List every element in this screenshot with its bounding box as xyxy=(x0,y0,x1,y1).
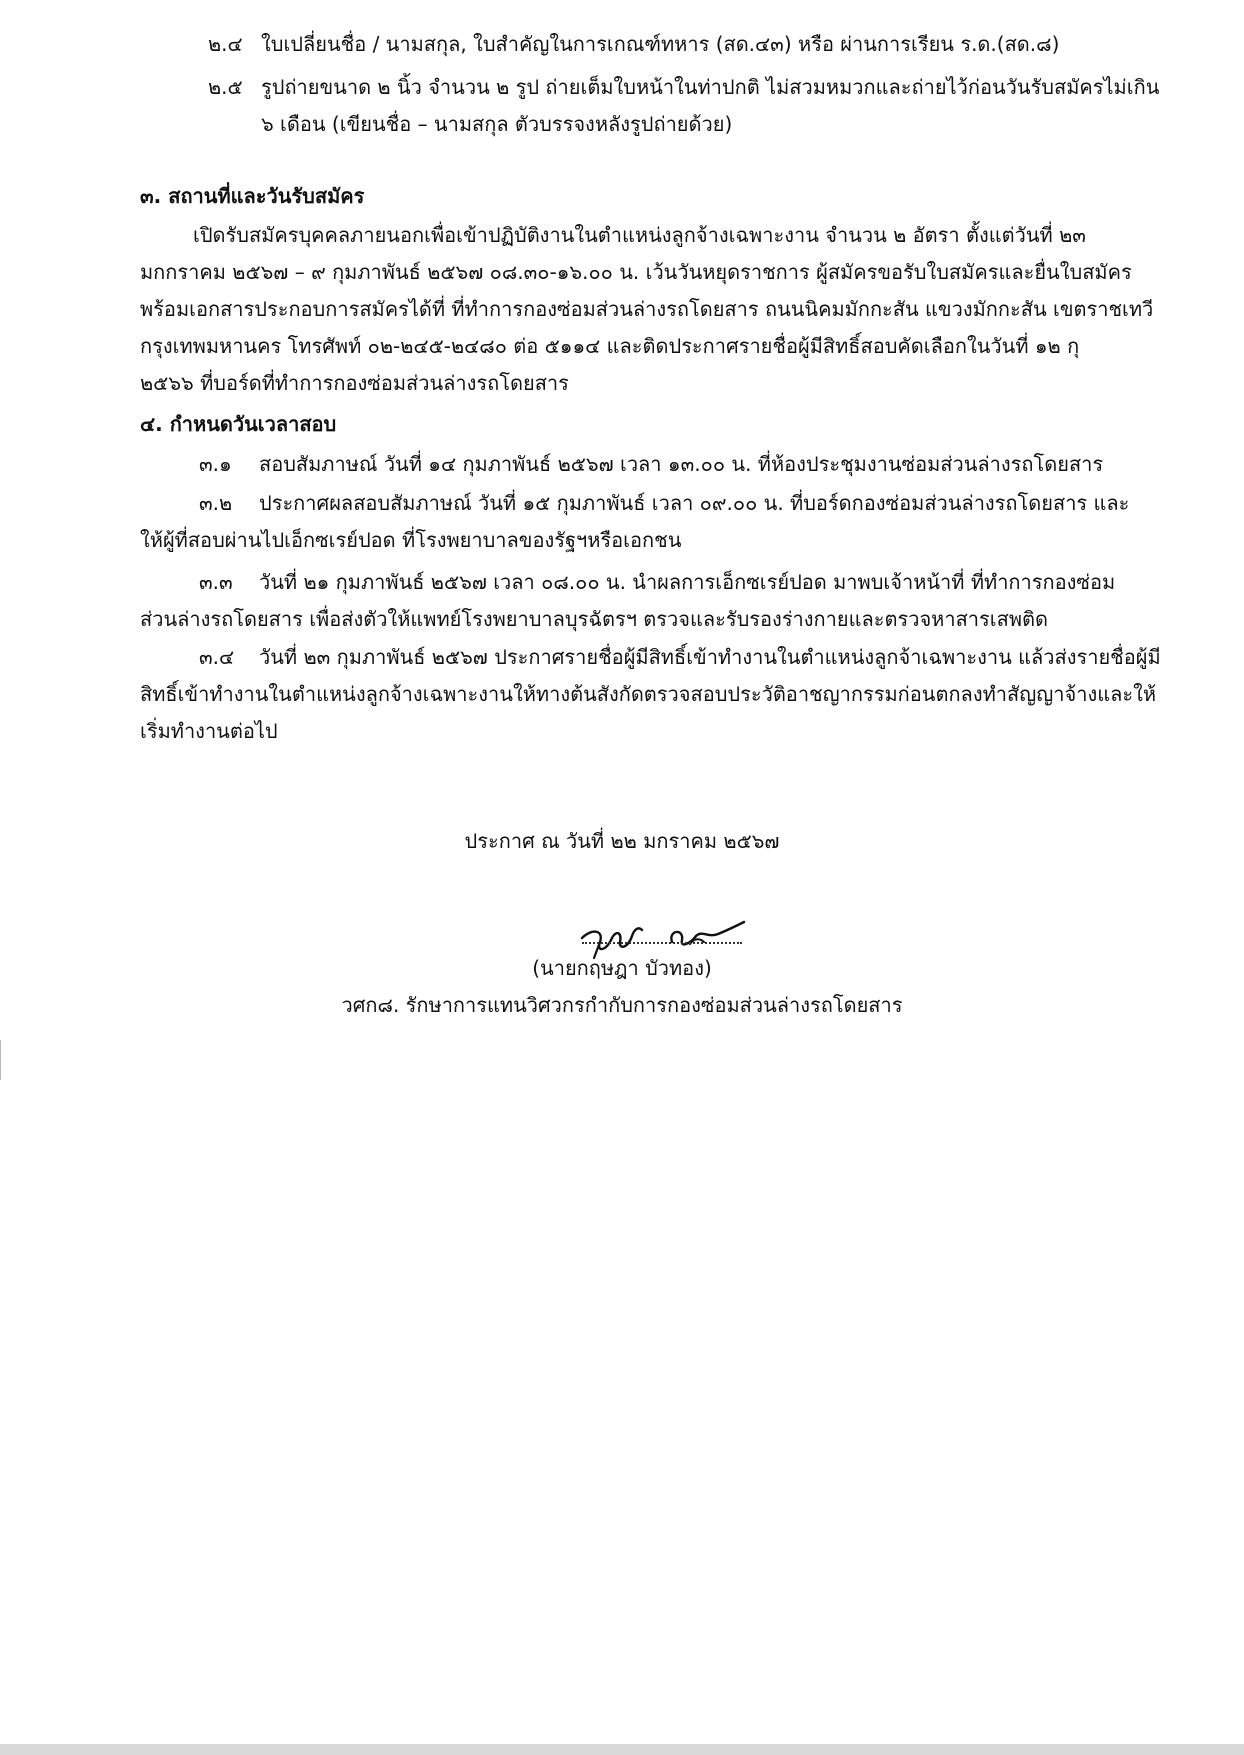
item-number: ๓.๔ xyxy=(199,645,235,669)
item-3-2-line-1 xyxy=(199,487,1129,519)
item-text: ใบเปลี่ยนชื่อ / นามสกุล, ใบสำคัญในการเกณฑ์ทหาร (สด.๔๓) หรือ ผ่านการเรียน ร.ด.(สด.๘) xyxy=(261,32,1060,56)
item-number: ๒.๔ xyxy=(208,32,243,56)
item-3-4-line-1 xyxy=(199,641,1161,673)
item-3-4-line-3: เริ่มทำงานต่อไป xyxy=(140,719,278,743)
item-2-4 xyxy=(208,28,1059,60)
signature-line xyxy=(582,942,742,944)
paragraph-line: ๒๕๖๖ ที่บอร์ดที่ทำการกองซ่อมส่วนล่างรถโดยสาร xyxy=(140,371,569,395)
paragraph-line: เปิดรับสมัครบุคคลภายนอกเพื่อเข้าปฏิบัติงานในตำแหน่งลูกจ้างเฉพาะงาน จำนวน ๒ อัตรา ตั้งแต่วันที่ ๒๓ xyxy=(193,223,1086,247)
signer-title: วศก๘. รักษาการแทนวิศวกรกำกับการกองซ่อมส่วนล่างรถโดยสาร xyxy=(341,993,903,1017)
item-3-3-line-1 xyxy=(199,566,1115,598)
item-text: สอบสัมภาษณ์ วันที่ ๑๔ กุมภาพันธ์ ๒๕๖๗ เวลา ๑๓.๐๐ น. ที่ห้องประชุมงานซ่อมส่วนล่างรถโดยสาร xyxy=(259,452,1104,476)
item-number: ๓.๒ xyxy=(199,491,233,515)
scan-edge-mark xyxy=(0,1040,1,1080)
item-3-1 xyxy=(199,448,1103,480)
item-number: ๒.๕ xyxy=(208,75,243,99)
item-3-3-line-2: ส่วนล่างรถโดยสาร เพื่อส่งตัวให้แพทย์โรงพยาบาลบุรฉัตรฯ ตรวจและรับรองร่างกายและตรวจหาสารเสพติด xyxy=(140,607,1048,631)
section-4-heading: ๔. กำหนดวันเวลาสอบ xyxy=(140,412,337,436)
paragraph-line: พร้อมเอกสารประกอบการสมัครได้ที่ ที่ทำการกองซ่อมส่วนล่างรถโดยสาร ถนนนิคมมักกะสัน แขวงมักกะสัน เขตราชเทวี xyxy=(140,297,1154,321)
item-number: ๓.๓ xyxy=(199,570,233,594)
item-3-4-line-2: สิทธิ์เข้าทำงานในตำแหน่งลูกจ้างเฉพาะงานให้ทางต้นสังกัดตรวจสอบประวัติอาชญากรรมก่อนตกลงทำสัญญาจ้างและให้ xyxy=(140,682,1157,706)
paragraph-line: กรุงเทพมหานคร โทรศัพท์ ๐๒-๒๔๕-๒๔๘๐ ต่อ ๕๑๑๔ และติดประกาศรายชื่อผู้มีสิทธิ์สอบคัดเลือกในวันที่ ๑๒ กุ xyxy=(140,334,1080,358)
scan-bottom-edge xyxy=(0,1744,1244,1755)
item-text: วันที่ ๒๓ กุมภาพันธ์ ๒๕๖๗ ประกาศรายชื่อผู้มีสิทธิ์เข้าทำงานในตำแหน่งลูกจ้าเฉพาะงาน แล้วส่งรายชื่อผู้มี xyxy=(259,645,1161,669)
item-text: รูปถ่ายขนาด ๒ นิ้ว จำนวน ๒ รูป ถ่ายเต็มใบหน้าในท่าปกติ ไม่สวมหมวกและถ่ายไว้ก่อนวันรับสมัครไม่เกิน xyxy=(261,75,1160,99)
item-3-2-line-2: ให้ผู้ที่สอบผ่านไปเอ็กซเรย์ปอด ที่โรงพยาบาลของรัฐฯหรือเอกชน xyxy=(140,528,682,552)
signer-name: (นายกฤษฎา บัวทอง) xyxy=(532,956,712,980)
item-2-5-line-1 xyxy=(208,71,1159,103)
item-text: วันที่ ๒๑ กุมภาพันธ์ ๒๕๖๗ เวลา ๐๘.๐๐ น. นำผลการเอ็กซเรย์ปอด มาพบเจ้าหน้าที่ ที่ทำการกองซ่อม xyxy=(259,570,1116,594)
item-text: ประกาศผลสอบสัมภาษณ์ วันที่ ๑๕ กุมภาพันธ์ เวลา ๐๙.๐๐ น. ที่บอร์ดกองซ่อมส่วนล่างรถโดยสาร และ xyxy=(259,491,1130,515)
section-3-heading: ๓. สถานที่และวันรับสมัคร xyxy=(140,184,365,208)
announcement-date: ประกาศ ณ วันที่ ๒๒ มกราคม ๒๕๖๗ xyxy=(464,829,780,853)
paragraph-line: มกกราคม ๒๕๖๗ – ๙ กุมภาพันธ์ ๒๕๖๗ ๐๘.๓๐-๑๖.๐๐ น. เว้นวันหยุดราชการ ผู้สมัครขอรับใบสมัครและยื่นใบสมัคร xyxy=(140,260,1132,284)
item-number: ๓.๑ xyxy=(199,452,232,476)
item-2-5-line-2: ๖ เดือน (เขียนชื่อ – นามสกุล ตัวบรรจงหลังรูปถ่ายด้วย) xyxy=(261,112,733,136)
